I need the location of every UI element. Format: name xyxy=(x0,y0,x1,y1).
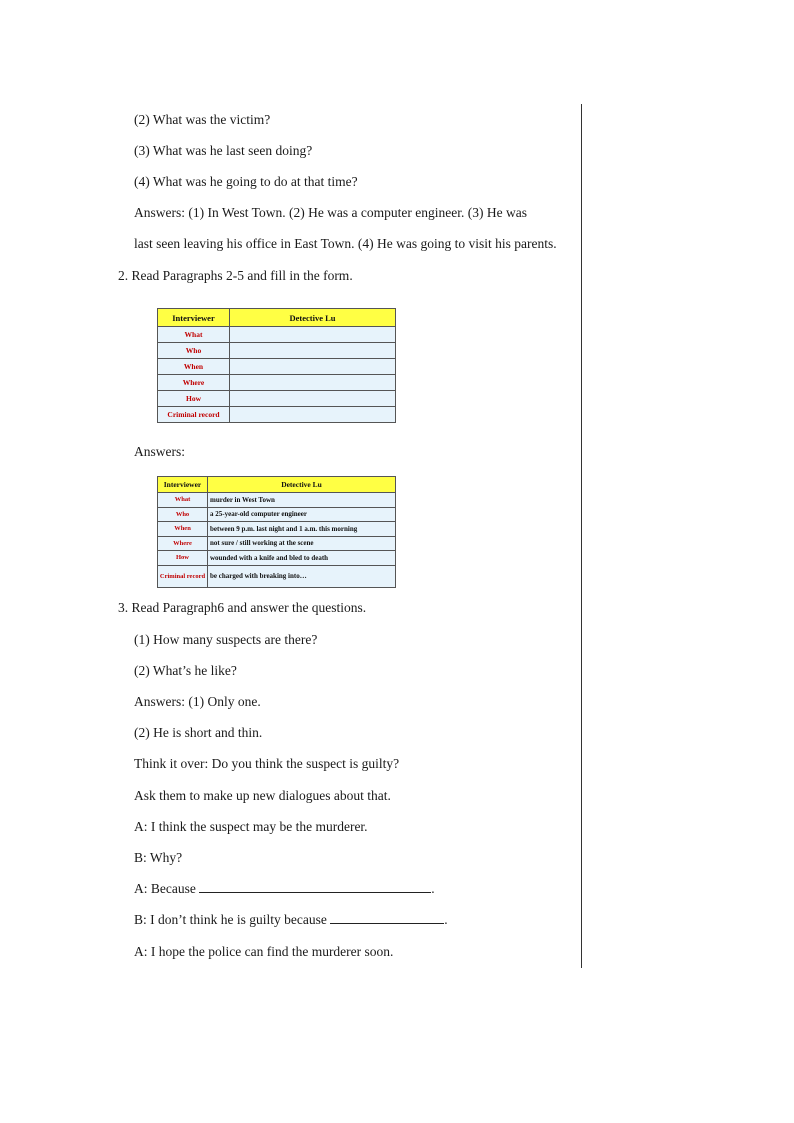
answer-row-label: Who xyxy=(158,507,208,522)
form-row-label: Who xyxy=(158,343,230,359)
form-header-interviewer: Interviewer xyxy=(158,309,230,327)
question-3: (3) What was he last seen doing? xyxy=(134,143,313,158)
answer-row-label: Criminal record xyxy=(158,565,208,587)
answer-row-label: How xyxy=(158,551,208,566)
task-2-heading: 2. Read Paragraphs 2-5 and fill in the form. xyxy=(118,268,353,283)
dialogue-a2-text: A: Because xyxy=(134,881,196,896)
answer-row-label: Where xyxy=(158,536,208,551)
form-row-cell[interactable] xyxy=(230,343,396,359)
answer-3-2: (2) He is short and thin. xyxy=(134,725,263,740)
question-3-1: (1) How many suspects are there? xyxy=(134,632,318,647)
form-row-label: How xyxy=(158,391,230,407)
answer-form-table xyxy=(157,476,396,588)
answer-3-1: Answers: (1) Only one. xyxy=(134,694,261,709)
question-3-2: (2) What’s he like? xyxy=(134,663,237,678)
dialogue-a3: A: I hope the police can find the murderer soon. xyxy=(134,944,394,959)
answer-row-value: not sure / still working at the scene xyxy=(208,536,396,551)
dialogue-b2-text: B: I don’t think he is guilty because xyxy=(134,912,327,927)
answers-part1-line1: Answers: (1) In West Town. (2) He was a computer engineer. (3) He was xyxy=(134,205,527,220)
answer-blank[interactable] xyxy=(330,911,444,924)
dialogue-b2: B: I don’t think he is guilty because . xyxy=(134,912,448,927)
form-header-detective: Detective Lu xyxy=(230,309,396,327)
form-row-label: What xyxy=(158,327,230,343)
answer-row-value: between 9 p.m. last night and 1 a.m. this morning xyxy=(208,522,396,537)
dialogue-a1: A: I think the suspect may be the murderer. xyxy=(134,819,368,834)
answer-row-value: wounded with a knife and bled to death xyxy=(208,551,396,566)
answer-row-value: be charged with breaking into… xyxy=(208,565,396,587)
answer-row-label: When xyxy=(158,522,208,537)
answer-header-interviewer: Interviewer xyxy=(158,477,208,493)
ask-instruction: Ask them to make up new dialogues about that. xyxy=(134,788,391,803)
margin-divider xyxy=(581,104,582,968)
blank-form-table xyxy=(157,308,396,423)
task-3-heading: 3. Read Paragraph6 and answer the questions. xyxy=(118,600,367,615)
form-row-label: Criminal record xyxy=(158,407,230,423)
question-4: (4) What was he going to do at that time? xyxy=(134,174,358,189)
form-row-label: Where xyxy=(158,375,230,391)
answer-row-label: What xyxy=(158,493,208,508)
dialogue-b1: B: Why? xyxy=(134,850,183,865)
dialogue-a2: A: Because . xyxy=(134,881,435,896)
answer-row-value: a 25-year-old computer engineer xyxy=(208,507,396,522)
form-row-cell[interactable] xyxy=(230,407,396,423)
form-row-cell[interactable] xyxy=(230,327,396,343)
form-row-cell[interactable] xyxy=(230,359,396,375)
answer-header-detective: Detective Lu xyxy=(208,477,396,493)
think-it-over: Think it over: Do you think the suspect is guilty? xyxy=(134,756,400,771)
form-row-cell[interactable] xyxy=(230,375,396,391)
answer-blank[interactable] xyxy=(199,880,431,893)
answers-label: Answers: xyxy=(134,444,185,459)
form-row-cell[interactable] xyxy=(230,391,396,407)
answer-row-value: murder in West Town xyxy=(208,493,396,508)
question-2: (2) What was the victim? xyxy=(134,112,271,127)
form-row-label: When xyxy=(158,359,230,375)
answers-part1-line2: last seen leaving his office in East Town. (4) He was going to visit his parents. xyxy=(134,236,557,251)
